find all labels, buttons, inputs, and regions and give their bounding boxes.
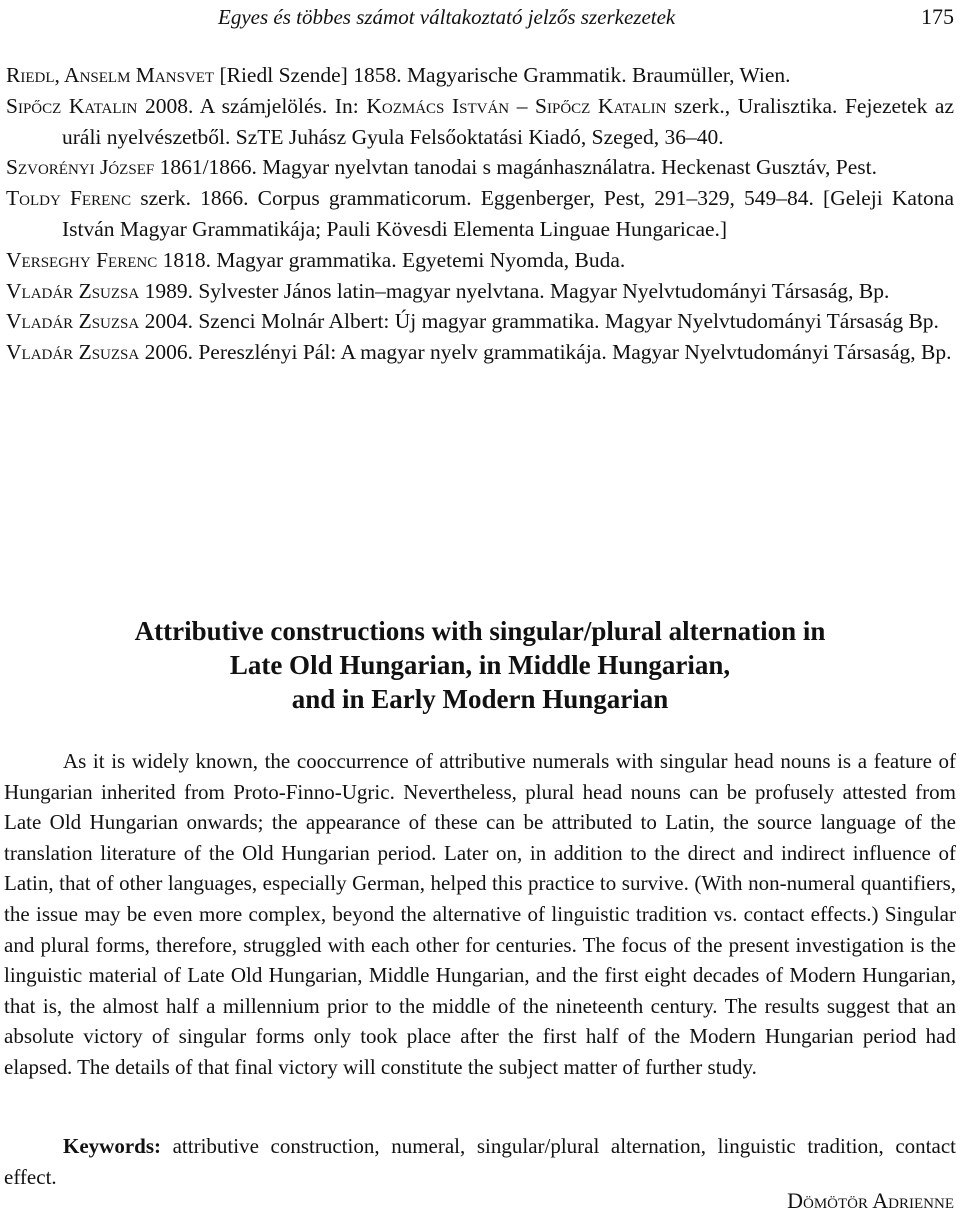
page-number: 175 (921, 4, 954, 29)
running-header (0, 2, 960, 32)
article-title (0, 614, 960, 716)
reference-text: 2008. A számjelölés. In: (137, 93, 367, 118)
reference-text: 2006. Pereszlényi Pál: A magyar nyelv grammatikája. Magyar Nyelvtudományi Társaság, Bp. (139, 340, 952, 365)
keywords-text: attributive construction, numeral, singular/plural alternation, linguistic tradition, contact effect. (4, 1134, 956, 1189)
reference-author: Riedl, Anselm Mansvet (6, 63, 215, 87)
title-line: Attributive constructions with singular/plural alternation in (134, 616, 826, 646)
reference-text: 1989. Sylvester János latin–magyar nyelvtana. Magyar Nyelvtudományi Társaság, Bp. (139, 278, 890, 303)
title-line: and in Early Modern Hungarian (291, 684, 669, 714)
reference-entry (6, 245, 954, 276)
running-title: Egyes és többes számot váltakoztató jelzős szerkezetek (218, 5, 676, 29)
reference-entry (6, 183, 954, 245)
keywords-label: Keywords: (63, 1134, 161, 1158)
reference-editor: Kozmács István – Sipőcz Katalin (366, 93, 667, 118)
keywords (4, 1131, 956, 1192)
reference-text: 1818. Magyar grammatika. Egyetemi Nyomda, Buda. (157, 247, 626, 272)
reference-text: szerk. 1866. Corpus grammaticorum. Eggenberger, Pest, 291–329, 549–84. [Geleji Katona István Magyar Grammatikája; Pauli Kövesdi Elementa Linguae Hungaricae.] (62, 186, 954, 241)
reference-entry (6, 337, 954, 368)
reference-entry (6, 306, 954, 337)
reference-entry (6, 152, 954, 183)
reference-author: Toldy Ferenc (6, 186, 132, 211)
reference-entry (6, 276, 954, 307)
reference-author: Szvorényi József (6, 155, 155, 180)
reference-entry (6, 60, 954, 91)
reference-text: 1861/1866. Magyar nyelvtan tanodai s magánhasználatra. Heckenast Gusztáv, Pest. (154, 155, 878, 180)
reference-author: Vladár Zsuzsa (6, 278, 140, 303)
reference-entry (6, 91, 954, 153)
reference-list (6, 60, 954, 368)
title-line: Late Old Hungarian, in Middle Hungarian, (229, 650, 731, 680)
abstract: As it is widely known, the cooccurrence of attributive numerals with singular head nouns is a feature of Hungarian inherited from Proto-Finno-Ugric. Nevertheless, plural head nouns can be profusely attested from Late Old Hungarian onwards; the appearance of these can be attributed to Latin, the source language of the translation literature of the Old Hungarian period. Later on, in addition to the direct and indirect influence of Latin, that of other languages, especially German, helped this practice to survive. (With non-numeral quantifiers, the issue may be even more complex, beyond the alternative of linguistic tradition vs. contact effects.) Singular and plural forms, therefore, struggled with each other for centuries. The focus of the present investigation is the linguistic material of Late Old Hungarian, Middle Hungarian, and the first eight decades of Modern Hungarian, that is, the almost half a millennium prior to the middle of the nineteenth century. The results suggest that an absolute victory of singular forms only took place after the first half of the Modern Hungarian period had elapsed. The details of that final victory will constitute the subject matter of further study. (4, 749, 956, 1079)
reference-author: Sipőcz Katalin (6, 93, 138, 118)
reference-text: szerk., Uralisztika. Fejezetek az uráli nyelvészetből. SzTE Juhász Gyula Felsőoktatási Kiadó, Szeged, 36–40. (62, 93, 955, 149)
reference-author: Verseghy Ferenc (6, 247, 158, 272)
reference-author: Vladár Zsuzsa (6, 340, 140, 365)
reference-text: 2004. Szenci Molnár Albert: Új magyar grammatika. Magyar Nyelvtudományi Társaság Bp. (139, 309, 939, 334)
reference-text: [Riedl Szende] 1858. Magyarische Grammatik. Braumüller, Wien. (214, 63, 791, 87)
article-author: Dömötör Adrienne (787, 1188, 954, 1213)
reference-author: Vladár Zsuzsa (6, 309, 140, 334)
